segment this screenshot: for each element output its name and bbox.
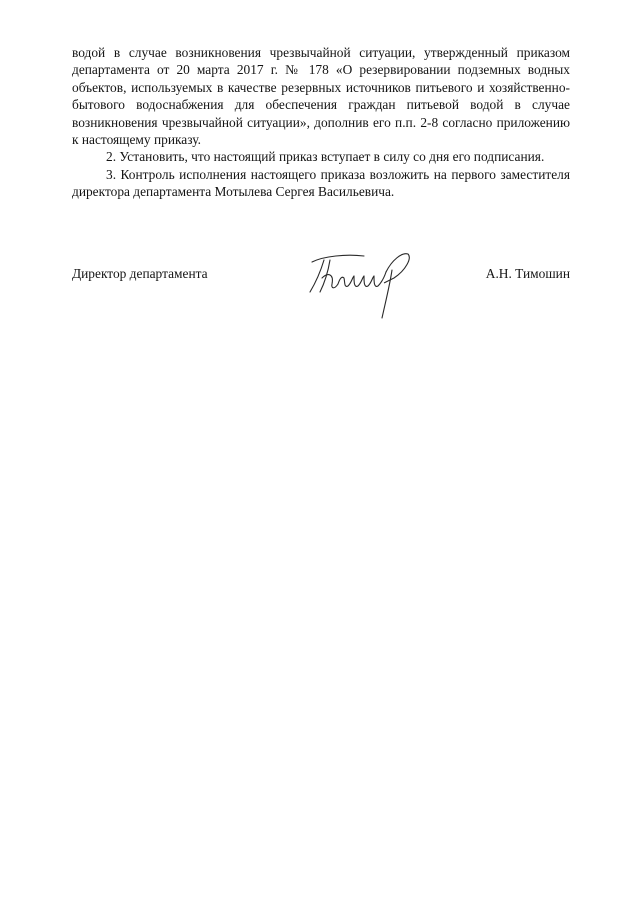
signer-title: Директор департамента [72, 266, 208, 281]
document-body [72, 44, 570, 201]
paragraph-continuation: водой в случае возникновения чрезвычайной ситуации, утвержденный приказом департамента от 20 марта 2017 г. № 178 «О резервировании подземных водных объектов, используемых в качестве резервных источников питьевого и хозяйственно-бытового водоснабжения для обеспечения граждан питьевой водой в случае возникновения чрезвычайной ситуации», дополнив его п.п. 2-8 согласно приложению к настоящему приказу. [72, 45, 570, 148]
signature-block [72, 266, 570, 326]
signer-name: А.Н. Тимошин [485, 266, 570, 281]
handwritten-signature-icon [294, 248, 424, 328]
paragraph-item-3: 3. Контроль исполнения настоящего приказа возложить на первого заместителя директора департамента Мотылева Сергея Васильевича. [72, 166, 570, 200]
paragraph-item-2: 2. Установить, что настоящий приказ вступает в силу со дня его подписания. [106, 149, 545, 165]
